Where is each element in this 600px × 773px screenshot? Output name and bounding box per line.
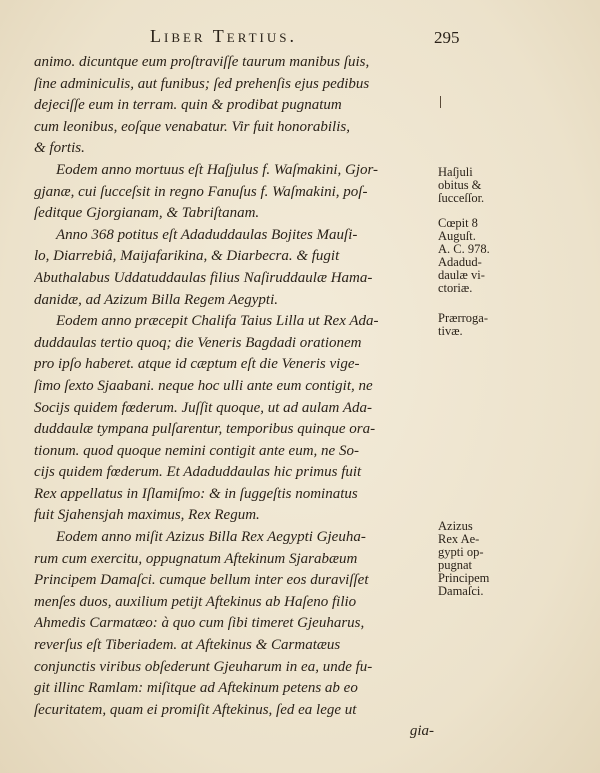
text-line: rum cum exercitu, oppugnatum Aftekinum Sjarabæum <box>34 550 358 567</box>
margin-line: Haſjuli <box>438 165 473 179</box>
text-line: Rex appellatus in Iſlamiſmo: & in ſuggeſtis nominatus <box>34 485 358 502</box>
main-text-column <box>34 52 434 743</box>
margin-line: Cœpit 8 <box>438 216 478 230</box>
text-line: ſine adminiculis, aut funibus; ſed prehenſis ejus pedibus <box>34 75 370 92</box>
margin-line: Azizus <box>438 519 473 533</box>
margin-line: Prærroga- <box>438 311 488 325</box>
text-line: Anno 368 potitus eſt Adaduddaulas Bojites Mauſi- <box>56 226 358 243</box>
text-line: Principem Damaſci. cumque bellum inter eos duraviſſet <box>34 572 369 589</box>
text-line: ſeditque Gjorgianam, & Tabriſtanam. <box>34 205 260 222</box>
marginal-note-hasjuli <box>438 166 508 205</box>
margin-line: daulæ vi- <box>438 268 485 282</box>
margin-line: Auguſt. <box>438 229 476 243</box>
text-line: dejeciſſe eum in terram. quin & prodibat pugnatum <box>34 97 342 114</box>
margin-line: Damaſci. <box>438 584 484 598</box>
text-line: git illinc Ramlam: miſitque ad Aftekinum petens ab eo <box>34 680 358 697</box>
text-line: Eodem anno mortuus eſt Haſjulus f. Waſmakini, Gjor- <box>56 161 379 178</box>
margin-line: tivæ. <box>438 324 463 338</box>
text-line: pro ipſo haberet. atque id cæptum eſt die Veneris vige- <box>34 356 360 373</box>
text-line: Ahmedis Carmatæo: à quo cum ſibi timeret Gjeuharus, <box>34 615 365 632</box>
marginal-mark <box>440 96 441 108</box>
text-line: duddaulas tertio quoq; die Veneris Bagdadi orationem <box>34 334 362 351</box>
margin-line: Rex Ae- <box>438 532 480 546</box>
text-line: danidæ, ad Azizum Billa Regem Aegypti. <box>34 291 279 308</box>
text-line: ſecuritatem, quam ei promiſit Aftekinus, ſed ea lege ut <box>34 701 357 718</box>
margin-line: pugnat <box>438 558 473 572</box>
text-line: ſimo ſexto Sjaabani. neque hoc ulli ante eum contigit, ne <box>34 377 373 394</box>
text-line: tionum. quod quoque nemini contigit ante eum, ne So- <box>34 442 359 459</box>
margin-line: obitus & <box>438 178 482 192</box>
marginal-note-azizus <box>438 520 508 598</box>
text-line: lo, Diarrebiâ, Maijafarikina, & Diarbecra. & fugit <box>34 248 340 265</box>
text-line: conjunctis viribus obſederunt Gjeuharum in ea, unde fu- <box>34 658 373 675</box>
text-line: animo. dicuntque eum proſtraviſſe taurum manibus ſuis, <box>34 54 370 70</box>
text-line: reverſus eſt Tiberiadem. at Aftekinus & Carmatæus <box>34 637 341 654</box>
page-number: 295 <box>434 28 460 47</box>
text-line: Abuthalabus Uddatuddaulas filius Naſiruddaulæ Hama- <box>34 269 373 286</box>
text-line: Socijs quidem fœderum. Juſſit quoque, ut ad aulam Ada- <box>34 399 373 416</box>
margin-line: gypti op- <box>438 545 484 559</box>
margin-line: ſucceſſor. <box>438 191 485 205</box>
margin-line: Principem <box>438 571 490 585</box>
page-header <box>0 16 600 47</box>
margin-line: ctoriæ. <box>438 281 473 295</box>
running-head: Liber Tertius. <box>150 26 297 46</box>
margin-line: Adadud- <box>438 255 482 269</box>
catchword: gia- <box>409 723 434 740</box>
text-line: cum leonibus, eoſque venabatur. Vir fuit honorabilis, <box>34 118 350 135</box>
text-line: duddaulæ tympana pulſarentur, temporibus quinque ora- <box>34 421 376 438</box>
marginal-note-coepit <box>438 217 508 295</box>
text-line: Eodem anno præcepit Chalifa Taius Lilla ut Rex Ada- <box>56 313 379 330</box>
text-line: & fortis. <box>34 140 85 157</box>
text-line: gjanæ, cui ſucceſsit in regno Fanuſus f. Waſmakini, poſ- <box>34 183 368 200</box>
text-line: fuit Sjahensjah maximus, Rex Regum. <box>34 507 260 524</box>
text-line: menſes duos, auxilium petijt Aftekinus ab Haſeno filio <box>34 593 357 610</box>
marginal-note-praerogativae <box>438 312 508 338</box>
text-line: cijs quidem fœderum. Et Adaduddaulas hic primus fuit <box>34 464 362 481</box>
margin-line: A. C. 978. <box>438 242 490 256</box>
text-line: Eodem anno miſit Azizus Billa Rex Aegypti Gjeuha- <box>56 529 366 546</box>
